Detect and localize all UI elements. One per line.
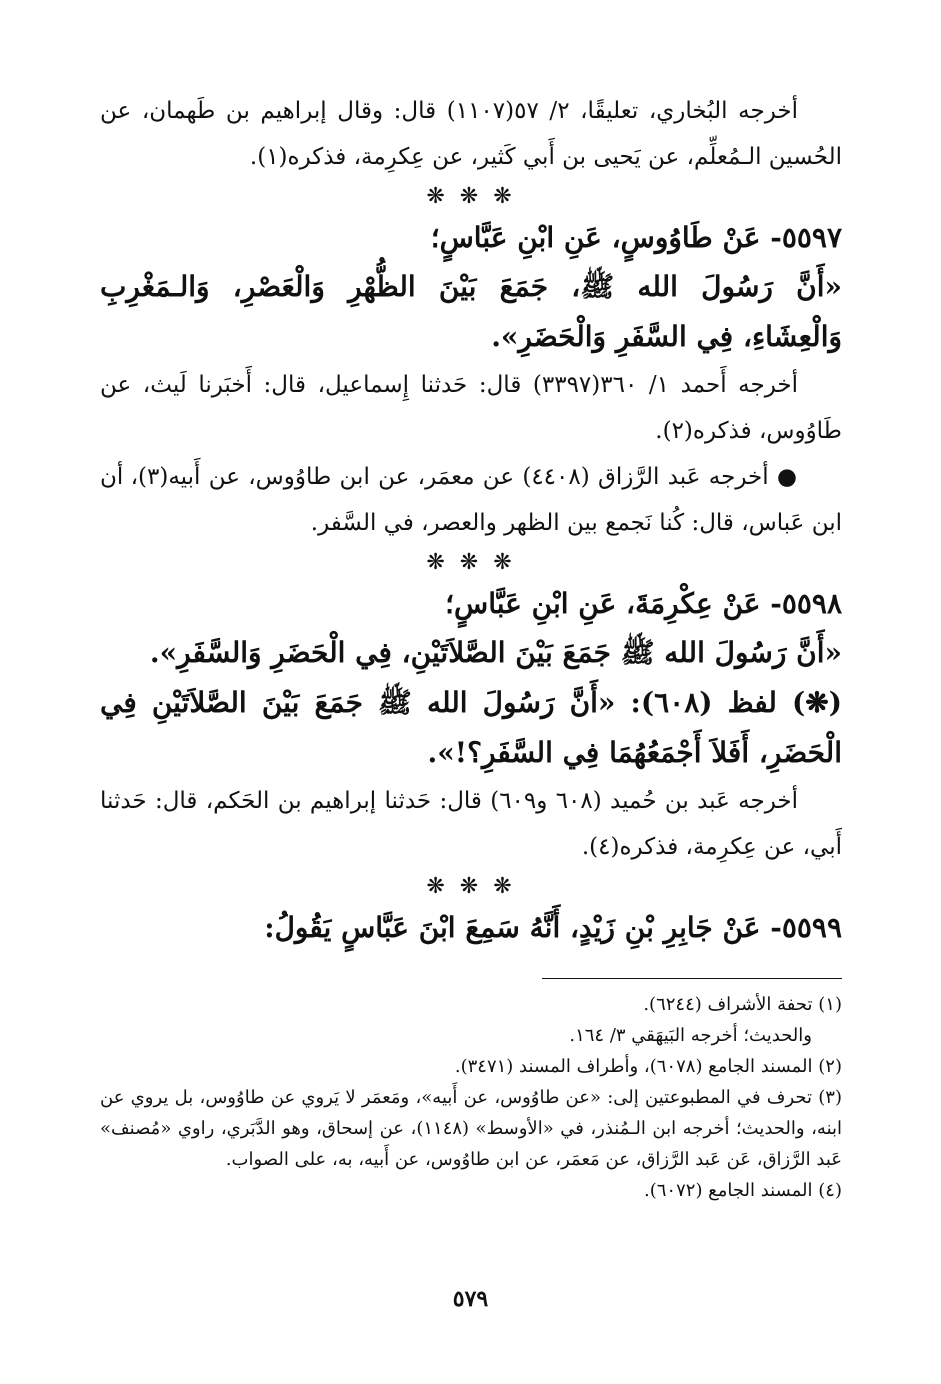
footnotes: [100, 989, 842, 1206]
takhrij-bukhari: أخرجه البُخاري، تعليقًا، ٢/ ٥٧(١١٠٧) قال: وقال إبراهيم بن طَهمان، عن الحُسين الـمُعلِّم، عن يَحيى بن أَبي كَثير، عن عِكرِمة، فذكره(١).: [100, 98, 842, 170]
hadith-5597-text: «أَنَّ رَسُولَ الله ﷺ، جَمَعَ بَيْنَ الظُّهْرِ وَالْعَصْرِ، وَالـمَغْرِبِ وَالْعِشَاءِ، فِي السَّفَرِ وَالْحَضَرِ».: [100, 270, 842, 353]
footnote-4: (٤) المسند الجامع (٦٠٧٢).: [644, 1180, 842, 1201]
section-separator: ❋ ❋ ❋: [426, 184, 516, 209]
footnote-divider: [542, 978, 842, 979]
hadith-5598-variant: (❋) لفظ (٦٠٨): «أَنَّ رَسُولَ الله ﷺ جَمَعَ بَيْنَ الصَّلاَتَيْنِ فِي الْحَضَرِ، أَفَلاَ أَجْمَعُهُمَا فِي السَّفَرِ؟!».: [100, 686, 842, 769]
section-separator: ❋ ❋ ❋: [426, 874, 516, 899]
footnote-3: (٣) تحرف في المطبوعتين إلى: «عن طاوُوس، عن أَبيه»، ومَعمَر لا يَروي عن طاوُوس، بل يروي عن ابنه، والحديث؛ أخرجه ابن الـمُنذر، في «الأوسط» (١١٤٨)، عن إسحاق، وهو الدَّبَري، راوي «مُصنف» عَبد الرَّزاق، عَن عَبد الرَّزاق، عن مَعمَر، عن ابن طاوُوس، عن أَبيه، به، على الصواب.: [100, 1087, 843, 1170]
footnote-1: (١) تحفة الأشراف (٦٢٤٤).: [643, 994, 842, 1015]
page-body: [100, 88, 842, 1206]
section-separator: ❋ ❋ ❋: [426, 550, 516, 575]
hadith-5598-heading: ٥٥٩٨- عَنْ عِكْرِمَةَ، عَنِ ابْنِ عَبَّاسٍ؛: [445, 587, 842, 620]
footnote-2: (٢) المسند الجامع (٦٠٧٨)، وأطراف المسند (٣٤٧١).: [454, 1056, 842, 1077]
footnote-1-continuation: والحديث؛ أخرجه البَيهَقي ٣/ ١٦٤.: [569, 1025, 812, 1046]
hadith-5597-heading: ٥٥٩٧- عَنْ طَاوُوسٍ، عَنِ ابْنِ عَبَّاسٍ؛: [430, 221, 842, 254]
takhrij-abd-bin-humaid: أخرجه عَبد بن حُميد (٦٠٨ و٦٠٩) قال: حَدثنا إبراهيم بن الحَكم، قال: حَدثنا أَبي، عن عِكرِمة، فذكره(٤).: [100, 788, 842, 860]
hadith-5598-text: «أَنَّ رَسُولَ الله ﷺ جَمَعَ بَيْنَ الصَّلاَتَيْنِ، فِي الْحَضَرِ وَالسَّفَرِ».: [149, 636, 842, 669]
takhrij-abdurrazzaq: ● أخرجه عَبد الرَّزاق (٤٤٠٨) عن معمَر، عن ابن طاوُوس، عن أَبيه(٣)، أن ابن عَباس، قال: كُنا نَجمع بين الظهر والعصر، في السَّفر.: [100, 464, 842, 536]
hadith-5599-heading: ٥٥٩٩- عَنْ جَابِرِ بْنِ زَيْدٍ، أَنَّهُ سَمِعَ ابْنَ عَبَّاسٍ يَقُولُ:: [264, 911, 842, 944]
page-number: ٥٧٩: [452, 1286, 489, 1312]
takhrij-ahmad: أخرجه أَحمد ١/ ٣٦٠(٣٣٩٧) قال: حَدثنا إِسماعيل، قال: أَخبَرنا لَيث، عن طَاوُوس، فذكره(٢).: [100, 372, 842, 444]
